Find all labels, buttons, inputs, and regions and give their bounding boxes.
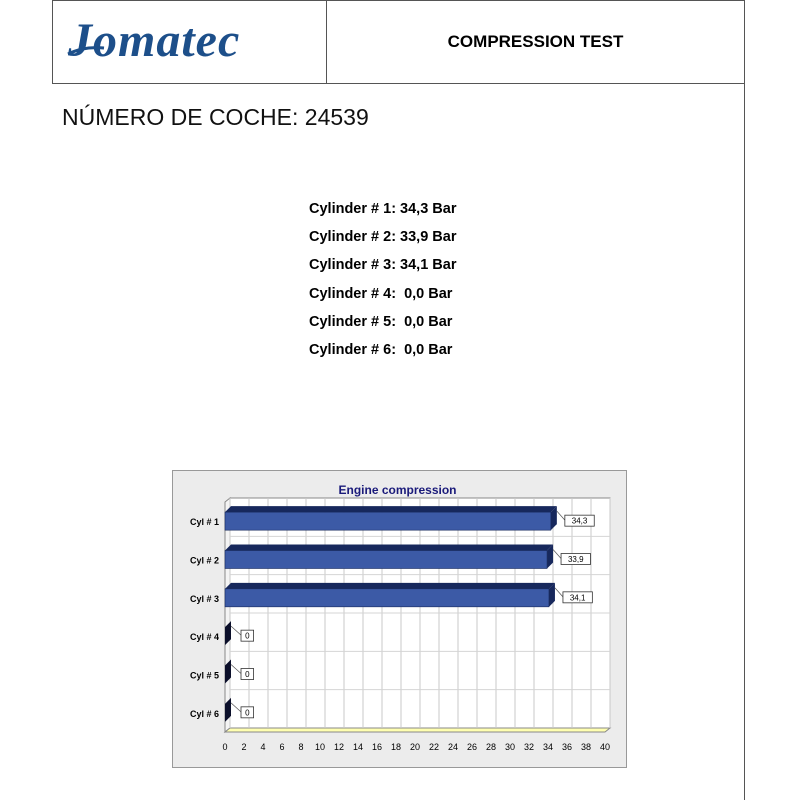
value-label: 34,3 (571, 516, 588, 526)
x-tick-label: 38 (580, 742, 592, 752)
car-number: NÚMERO DE COCHE: 24539 (62, 104, 369, 130)
chart-svg (172, 470, 627, 768)
bar (225, 512, 551, 530)
x-tick-label: 26 (466, 742, 478, 752)
reading-cylinder-6: Cylinder # 6: 0,0 Bar (309, 341, 453, 358)
y-category-label: Cyl # 2 (189, 555, 219, 566)
value-label: 0 (245, 670, 250, 679)
x-tick-label: 2 (241, 742, 247, 752)
y-category-label: Cyl # 1 (189, 517, 219, 528)
x-tick-label: 20 (409, 742, 421, 752)
x-tick-label: 16 (371, 742, 383, 752)
plot-left-wall (225, 498, 230, 732)
reading-cylinder-5: Cylinder # 5: 0,0 Bar (309, 313, 453, 330)
chart-title: Engine compression (338, 483, 457, 497)
reading-cylinder-3: Cylinder # 3: 34,1 Bar (309, 257, 457, 274)
engine-compression-chart (172, 470, 627, 773)
jomatec-logo: Jomatec (68, 14, 241, 67)
x-tick-label: 36 (561, 742, 573, 752)
bar-top (225, 506, 557, 512)
x-tick-label: 10 (314, 742, 326, 752)
x-tick-label: 24 (447, 742, 459, 752)
y-category-label: Cyl # 3 (189, 593, 219, 604)
cylinder-readings (309, 198, 457, 367)
header-border-left (52, 0, 53, 84)
x-tick-label: 4 (260, 742, 266, 752)
x-tick-label: 32 (523, 742, 535, 752)
x-tick-label: 0 (222, 742, 228, 752)
page-right-border (744, 0, 745, 800)
logo-swoosh-icon (66, 44, 106, 58)
plot-floor (225, 728, 610, 732)
x-tick-label: 34 (542, 742, 554, 752)
x-tick-label: 28 (485, 742, 497, 752)
y-category-label: Cyl # 6 (189, 708, 219, 719)
value-label: 0 (245, 631, 250, 641)
value-label: 0 (245, 708, 250, 718)
reading-cylinder-1: Cylinder # 1: 34,3 Bar (309, 201, 457, 217)
reading-cylinder-4: Cylinder # 4: 0,0 Bar (309, 285, 453, 302)
x-tick-label: 22 (428, 742, 440, 752)
x-tick-label: 6 (279, 742, 285, 752)
x-tick-label: 18 (390, 742, 402, 752)
y-category-label: Cyl # 4 (189, 632, 219, 643)
bar-top (225, 545, 553, 551)
x-tick-label: 30 (504, 742, 516, 752)
x-tick-label: 8 (298, 742, 304, 752)
bar (225, 551, 547, 569)
reading-cylinder-2: Cylinder # 2: 33,9 Bar (309, 229, 457, 246)
bar (225, 589, 549, 607)
bar-top (225, 583, 555, 589)
x-tick-label: 40 (599, 742, 611, 752)
x-tick-label: 12 (333, 742, 345, 752)
x-tick-label: 14 (352, 742, 364, 752)
page-title (327, 0, 744, 84)
value-label: 34,1 (569, 593, 586, 603)
value-label: 33,9 (567, 555, 584, 564)
page-title-text: COMPRESSION TEST (447, 32, 624, 51)
y-category-label: Cyl # 5 (189, 670, 219, 681)
